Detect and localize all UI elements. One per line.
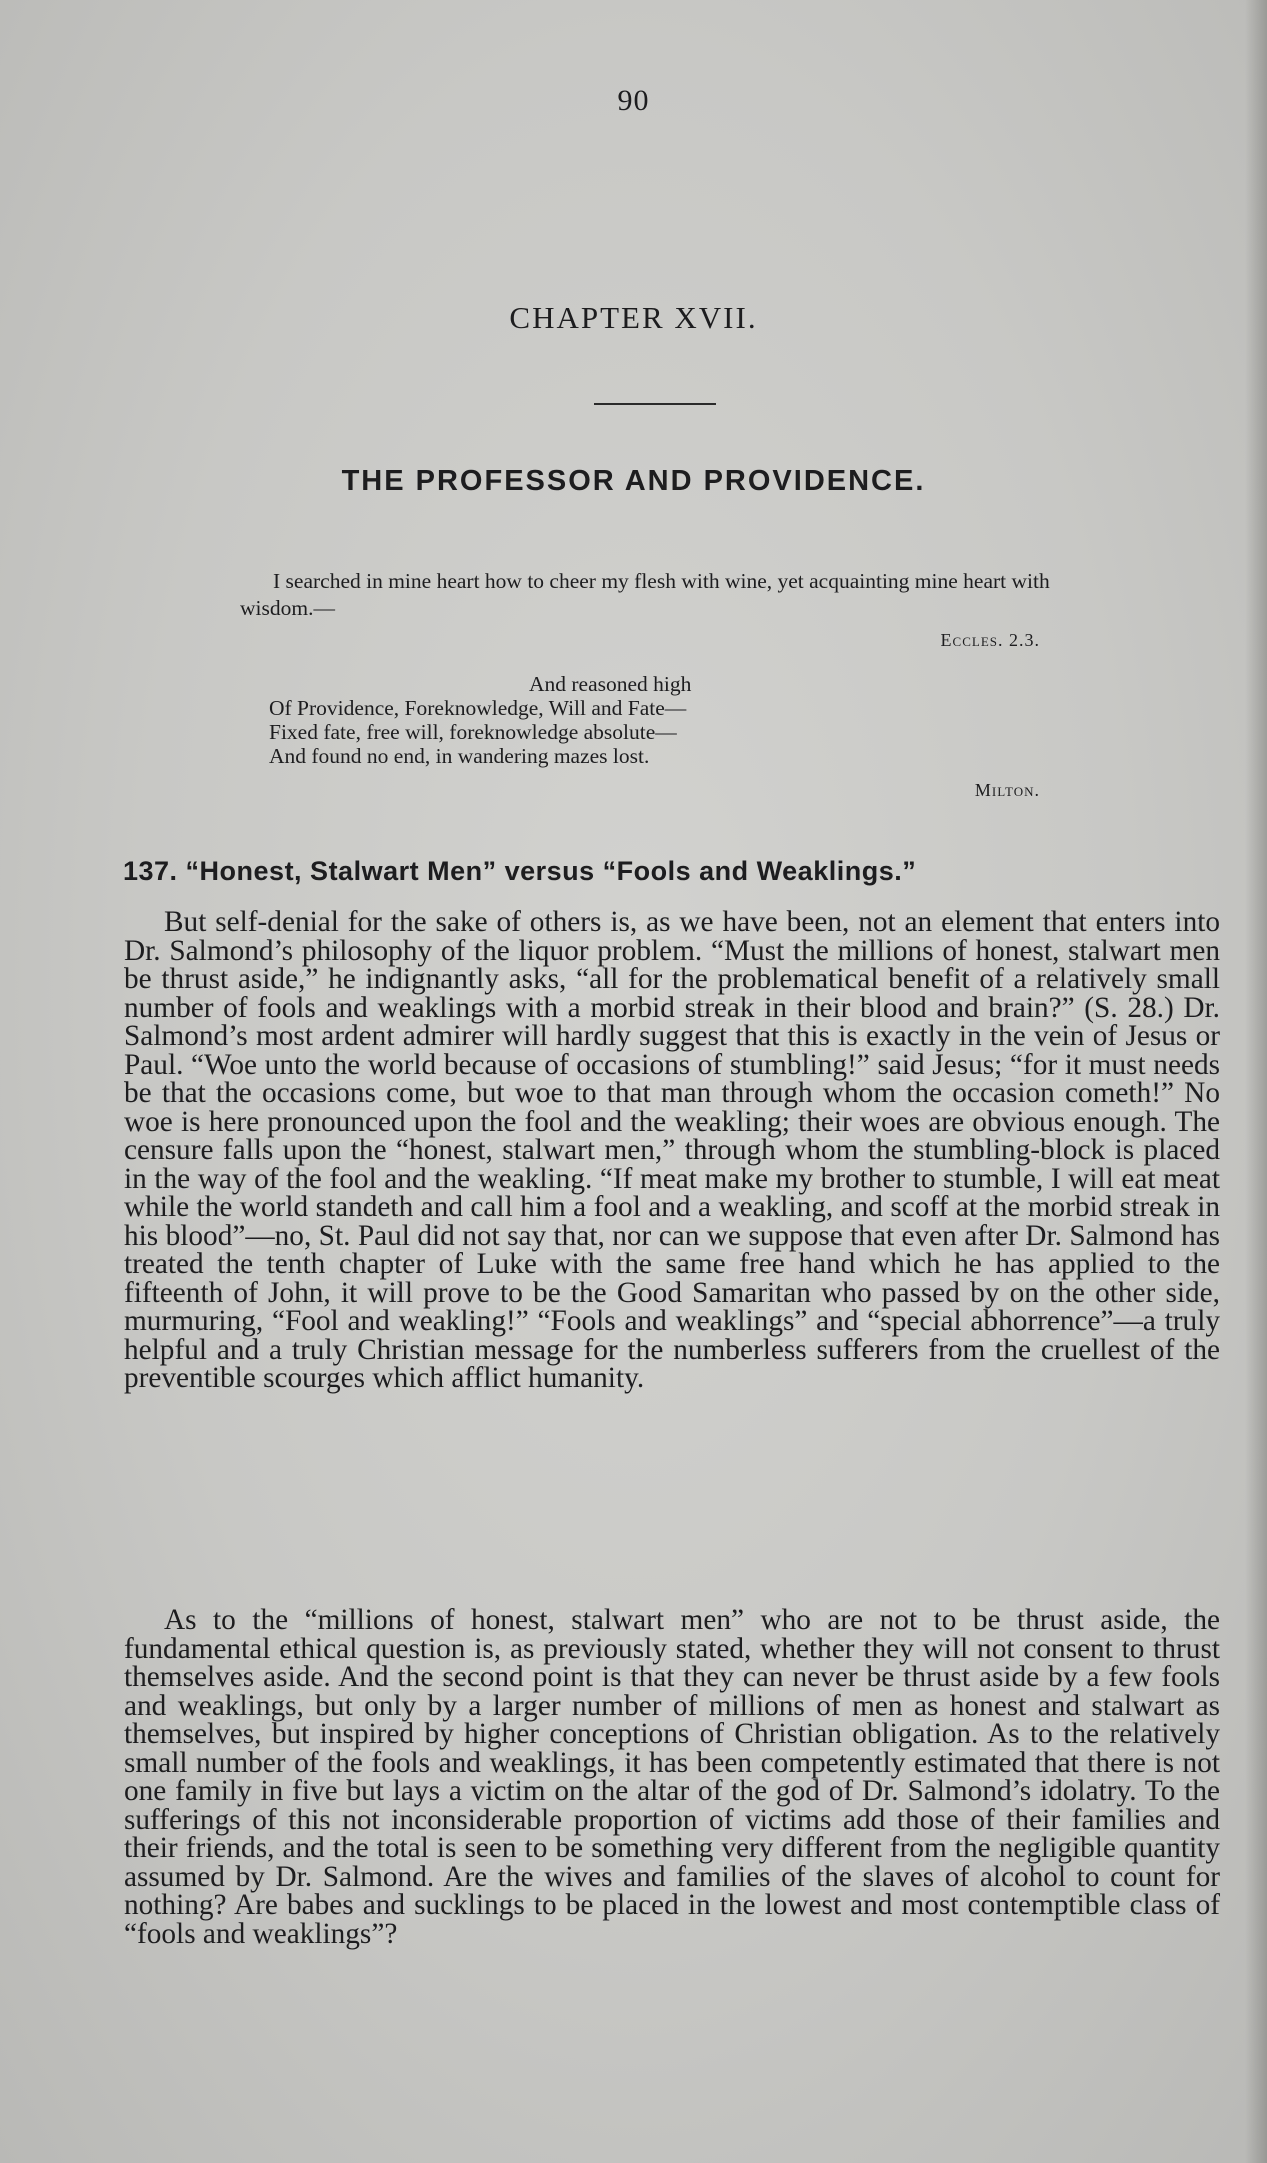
epigraph-ecclesiastes: I searched in mine heart how to cheer my flesh with wine, yet acquainting mine heart with wisdom.—	[240, 569, 1050, 620]
section-heading: 137. “Honest, Stalwart Men” versus “Fools and Weaklings.”	[123, 856, 917, 886]
page-number: 90	[617, 84, 650, 117]
chapter-divider	[594, 403, 716, 405]
epigraph-line: Fixed fate, free will, foreknowledge absolute—	[269, 720, 677, 744]
epigraph-attribution-milton: Milton.	[974, 780, 1040, 800]
chapter-heading: CHAPTER XVII.	[509, 300, 758, 335]
epigraph-line: Of Providence, Foreknowledge, Will and Fate—	[269, 696, 687, 720]
epigraph-line: And found no end, in wandering mazes lost.	[269, 744, 650, 768]
body-paragraph: But self-denial for the sake of others is, as we have been, not an element that enters into Dr. Salmond’s philosophy of the liquor problem. “Must the millions of honest, stalwart men be thrust aside,” he indignantly asks, “all for the problematical benefit of a relatively small number of fools and weaklings with a morbid streak in their blood and brain?” (S. 28.) Dr. Salmond’s most ardent admirer will hardly suggest that this is exactly in the vein of Jesus or Paul. “Woe unto the world because of occasions of stumbling!” said Jesus; “for it must needs be that the occasions come, but woe to that man through whom the occasion cometh!” No woe is here pronounced upon the fool and the weakling; their woes are obvious enough. The censure falls upon the “honest, stalwart men,” through whom the stumbling-block is placed in the way of the fool and the weakling. “If meat make my brother to stumble, I will eat meat while the world standeth and call him a fool and a weakling, and scoff at the morbid streak in his blood”—no, St. Paul did not say that, nor can we suppose that even after Dr. Salmond has treated the tenth chapter of Luke with the same free hand which he has applied to the fifteenth of John, it will prove to be the Good Samaritan who passed by on the other side, murmuring, “Fool and weakling!” “Fools and weaklings” and “special abhorrence”—a truly helpful and a truly Christian message for the numberless sufferers from the cruellest of the preventible scourges which afflict humanity.	[124, 906, 1220, 1394]
epigraph-line: And reasoned high	[529, 672, 692, 696]
body-paragraph: As to the “millions of honest, stalwart men” who are not to be thrust aside, the fundamental ethical question is, as previously stated, whether they will not consent to thrust themselves aside. And the second point is that they can never be thrust aside by a few fools and weaklings, but only by a larger number of millions of men as honest and stalwart as themselves, but inspired by higher conceptions of Christian obligation. As to the relatively small number of the fools and weaklings, it has been competently estimated that there is not one family in five but lays a victim on the altar of the god of Dr. Salmond’s idolatry. To the sufferings of this not inconsiderable proportion of victims add those of their families and their friends, and the total is seen to be something very different from the negligible quantity assumed by Dr. Salmond. Are the wives and families of the slaves of alcohol to count for nothing? Are babes and sucklings to be placed in the lowest and most contemptible class of “fools and weaklings”?	[124, 1604, 1220, 1950]
epigraph-attribution-eccles: Eccles. 2.3.	[940, 630, 1040, 650]
chapter-title: THE PROFESSOR AND PROVIDENCE.	[341, 465, 926, 497]
epigraph-milton	[269, 672, 969, 768]
